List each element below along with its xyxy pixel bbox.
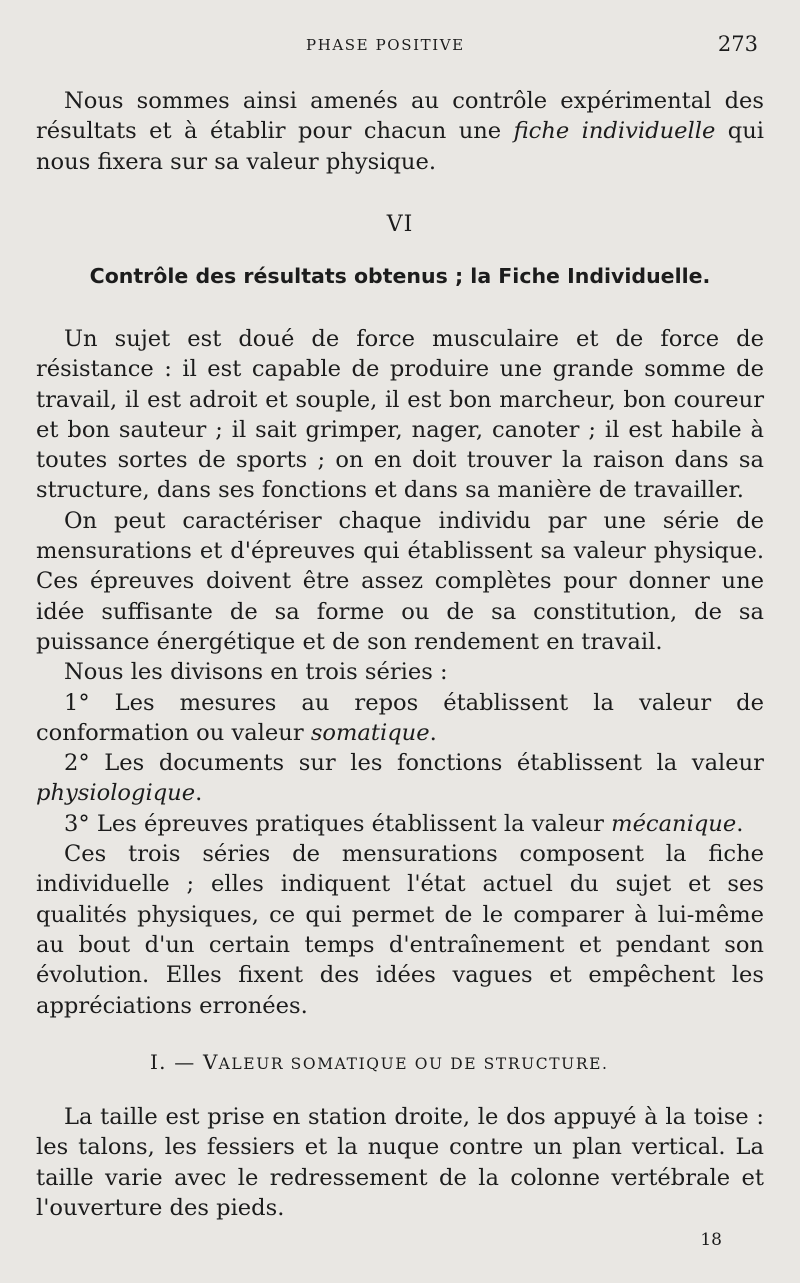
paragraph-3: Nous les divisons en trois séries : (64, 659, 448, 686)
item-2-text: 2° Les documents sur les fonctions établissent la valeur (64, 750, 764, 777)
subsection-smallcaps: ALEUR SOMATIQUE OU DE STRUCTURE. (218, 1055, 609, 1073)
item-3-end: . (736, 810, 744, 837)
item-2-emphasis: physiologique (36, 780, 196, 807)
main-text-block (36, 324, 764, 1021)
item-2-end: . (195, 780, 203, 807)
page-number: 273 (717, 32, 758, 56)
intro-text-before: Nous sommes ainsi amenés au contrôle expérimental des résultats et à établir pour chacun une (36, 88, 764, 145)
list-item-3 (36, 809, 764, 839)
signature-mark: 18 (700, 1230, 722, 1250)
running-head (0, 34, 800, 58)
item-1-emphasis: somatique (310, 719, 430, 746)
section-title: Contrôle des résultats obtenus ; la Fiche Individuelle. (89, 264, 711, 288)
list-item-2 (36, 748, 764, 809)
paragraph-4: Ces trois séries de mensurations composent la fiche individuelle ; elles indiquent l'état actuel du sujet et ses qualités physiques, ce qui permet de le comparer à lui-même au bout d'un certain temps d'entraînement et pendant son évolution. Elles fixent des idées vagues et empêchent les appréciations erronées. (36, 841, 764, 1019)
final-paragraph: La taille est prise en station droite, le dos appuyé à la toise : les talons, les fessiers et la nuque contre un plan vertical. La taille varie avec le redressement de la colonne vertébrale et l'ouverture des pieds. (36, 1104, 764, 1221)
intro-paragraph-block (36, 86, 764, 177)
paragraph-2: On peut caractériser chaque individu par une série de mensurations et d'épreuves qui établissent sa valeur physique. Ces épreuves doivent être assez complètes pour donner une idée suffisante de sa forme ou de sa constitution, de sa puissance énergétique et de son rendement en travail. (36, 507, 764, 655)
final-text-block (36, 1102, 764, 1223)
running-head-title: PHASE POSITIVE (306, 36, 465, 54)
item-1-end: . (429, 719, 437, 746)
paragraph-1: Un sujet est doué de force musculaire et de force de résistance : il est capable de produire une grande somme de travail, il est adroit et souple, il est bon marcheur, bon coureur et bon sauteur ; il sait grimper, nager, canoter ; il est habile à toutes sortes de sports ; on en doit trouver la raison dans sa structure, dans ses fonctions et dans sa manière de travailler. (36, 326, 764, 504)
section-number: VI (386, 212, 414, 237)
list-item-1 (36, 688, 764, 749)
intro-text-after: qui nous fixera sur sa valeur physique. (36, 118, 764, 175)
intro-emphasis: fiche individuelle (513, 118, 716, 145)
item-3-text: 3° Les épreuves pratiques établissent la valeur (64, 810, 612, 837)
subsection-prefix: I. — V (150, 1050, 219, 1074)
item-1-text: 1° Les mesures au repos établissent la valeur de conformation ou valeur (36, 689, 764, 746)
intro-paragraph (36, 86, 764, 177)
subsection-heading (150, 1050, 750, 1074)
item-3-emphasis: mécanique (611, 810, 737, 837)
